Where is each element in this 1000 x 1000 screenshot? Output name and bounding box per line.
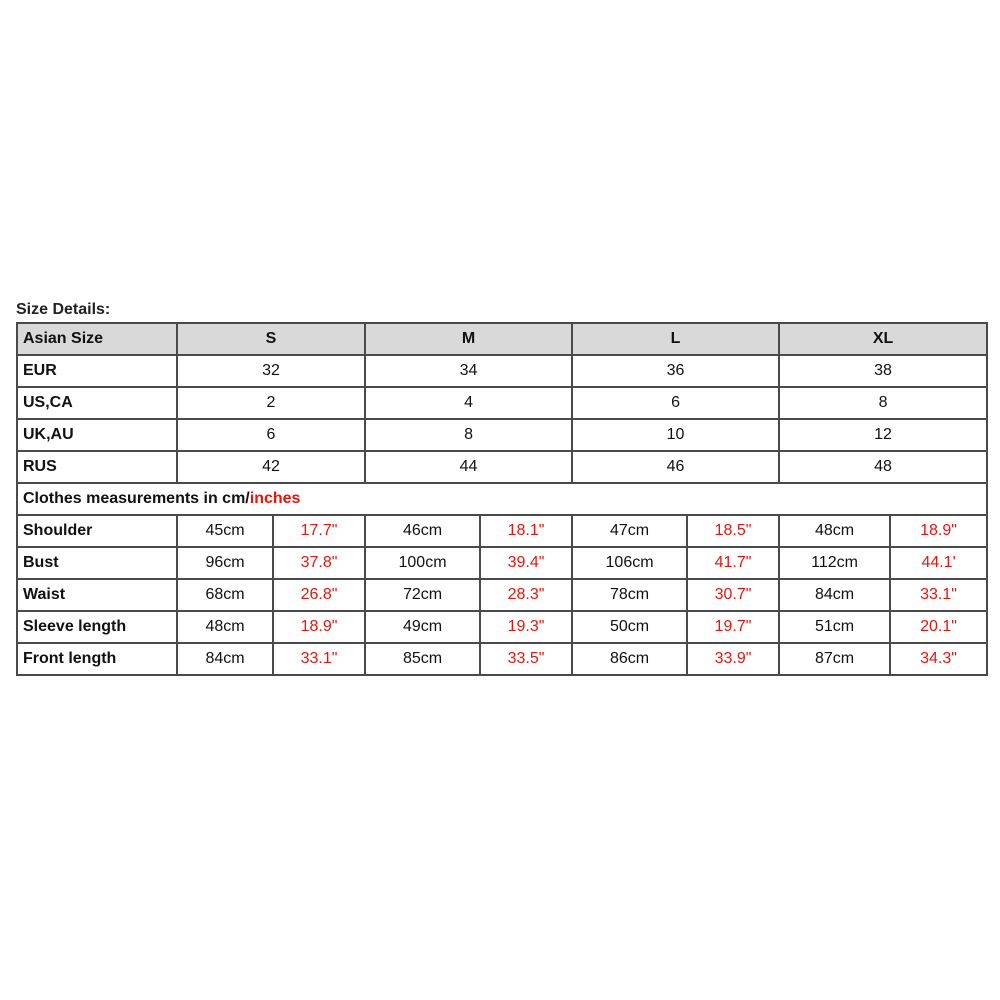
size-xl-header: XL xyxy=(779,323,987,355)
value-cell: 46 xyxy=(572,451,779,483)
section-heading xyxy=(17,483,987,515)
size-l-header: L xyxy=(572,323,779,355)
cm-cell: 87cm xyxy=(779,643,890,675)
value-cell: 12 xyxy=(779,419,987,451)
section-prefix: Clothes measurements in cm/ xyxy=(23,490,250,507)
cm-cell: 106cm xyxy=(572,547,687,579)
page-title: Size Details: xyxy=(16,301,111,318)
conversion-row-uk-au xyxy=(17,419,987,451)
value-cell: 42 xyxy=(177,451,365,483)
value-cell: 32 xyxy=(177,355,365,387)
section-highlight: inches xyxy=(249,490,301,507)
cm-cell: 48cm xyxy=(779,515,890,547)
size-chart-table xyxy=(16,322,988,676)
inch-cell: 44.1' xyxy=(890,547,987,579)
value-cell: 8 xyxy=(365,419,572,451)
measurement-row-front-length xyxy=(17,643,987,675)
inch-cell: 26.8" xyxy=(273,579,365,611)
conversion-row-us-ca xyxy=(17,387,987,419)
value-cell: 10 xyxy=(572,419,779,451)
row-label: RUS xyxy=(17,451,177,483)
inch-cell: 18.1" xyxy=(480,515,572,547)
inch-cell: 33.9" xyxy=(687,643,779,675)
cm-cell: 112cm xyxy=(779,547,890,579)
cm-cell: 85cm xyxy=(365,643,480,675)
inch-cell: 18.9" xyxy=(273,611,365,643)
row-label: EUR xyxy=(17,355,177,387)
cm-cell: 50cm xyxy=(572,611,687,643)
cm-cell: 84cm xyxy=(779,579,890,611)
cm-cell: 48cm xyxy=(177,611,273,643)
cm-cell: 86cm xyxy=(572,643,687,675)
section-row xyxy=(17,483,987,515)
conversion-row-eur xyxy=(17,355,987,387)
inch-cell: 28.3" xyxy=(480,579,572,611)
cm-cell: 72cm xyxy=(365,579,480,611)
row-label: Waist xyxy=(17,579,177,611)
value-cell: 36 xyxy=(572,355,779,387)
cm-cell: 100cm xyxy=(365,547,480,579)
cm-cell: 96cm xyxy=(177,547,273,579)
inch-cell: 18.9" xyxy=(890,515,987,547)
value-cell: 34 xyxy=(365,355,572,387)
inch-cell: 37.8" xyxy=(273,547,365,579)
inch-cell: 19.7" xyxy=(687,611,779,643)
cm-cell: 51cm xyxy=(779,611,890,643)
measurement-row-waist xyxy=(17,579,987,611)
inch-cell: 33.5" xyxy=(480,643,572,675)
row-label: Bust xyxy=(17,547,177,579)
cm-cell: 68cm xyxy=(177,579,273,611)
row-label: Shoulder xyxy=(17,515,177,547)
size-m-header: M xyxy=(365,323,572,355)
value-cell: 48 xyxy=(779,451,987,483)
value-cell: 8 xyxy=(779,387,987,419)
value-cell: 2 xyxy=(177,387,365,419)
inch-cell: 41.7" xyxy=(687,547,779,579)
header-label: Asian Size xyxy=(17,323,177,355)
conversion-row-rus xyxy=(17,451,987,483)
inch-cell: 33.1" xyxy=(273,643,365,675)
cm-cell: 78cm xyxy=(572,579,687,611)
value-cell: 6 xyxy=(177,419,365,451)
cm-cell: 47cm xyxy=(572,515,687,547)
cm-cell: 84cm xyxy=(177,643,273,675)
size-s-header: S xyxy=(177,323,365,355)
inch-cell: 30.7" xyxy=(687,579,779,611)
inch-cell: 20.1" xyxy=(890,611,987,643)
inch-cell: 17.7" xyxy=(273,515,365,547)
measurement-row-shoulder xyxy=(17,515,987,547)
cm-cell: 45cm xyxy=(177,515,273,547)
value-cell: 44 xyxy=(365,451,572,483)
cm-cell: 49cm xyxy=(365,611,480,643)
value-cell: 4 xyxy=(365,387,572,419)
inch-cell: 19.3" xyxy=(480,611,572,643)
header-row xyxy=(17,323,987,355)
cm-cell: 46cm xyxy=(365,515,480,547)
row-label: Front length xyxy=(17,643,177,675)
row-label: US,CA xyxy=(17,387,177,419)
inch-cell: 39.4" xyxy=(480,547,572,579)
measurement-row-sleeve-length xyxy=(17,611,987,643)
inch-cell: 18.5" xyxy=(687,515,779,547)
inch-cell: 33.1" xyxy=(890,579,987,611)
value-cell: 6 xyxy=(572,387,779,419)
value-cell: 38 xyxy=(779,355,987,387)
measurement-row-bust xyxy=(17,547,987,579)
inch-cell: 34.3" xyxy=(890,643,987,675)
row-label: Sleeve length xyxy=(17,611,177,643)
row-label: UK,AU xyxy=(17,419,177,451)
